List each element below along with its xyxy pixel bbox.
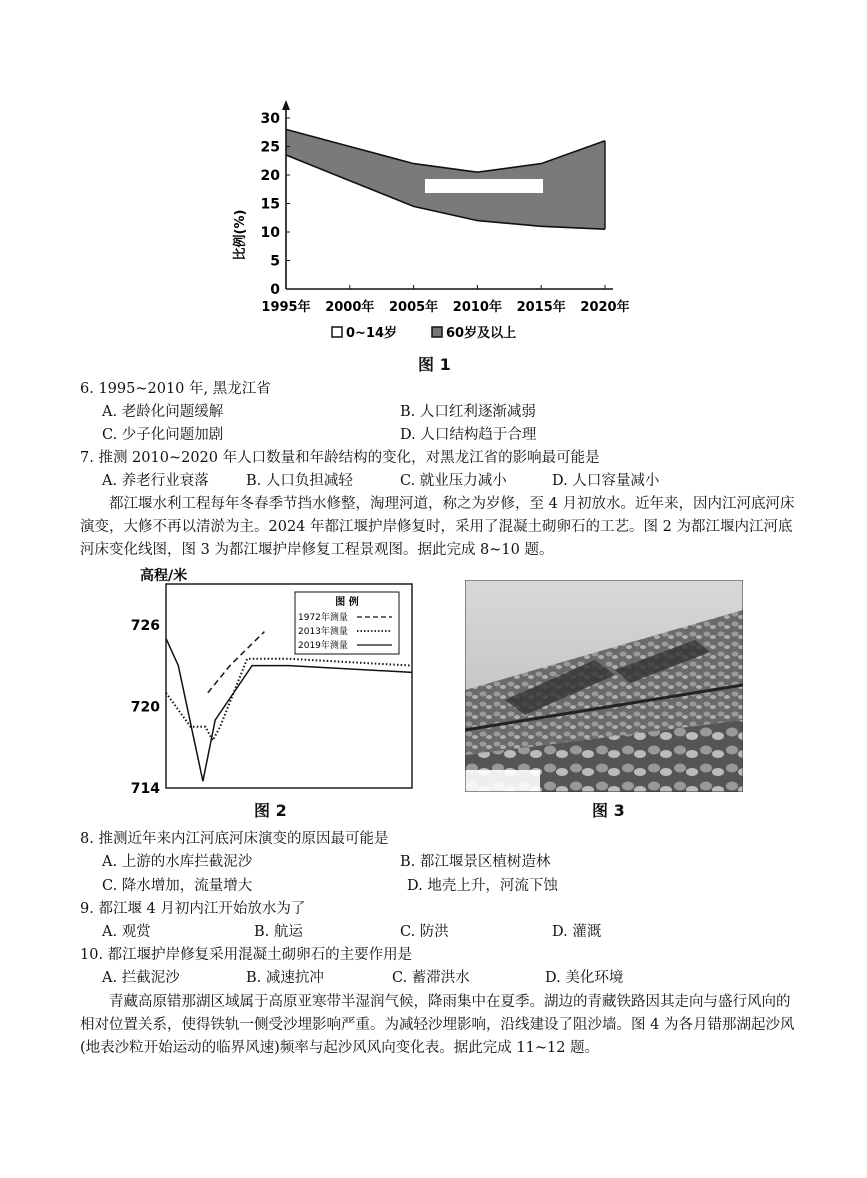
fig2-y-tick-label: 726: [130, 617, 160, 634]
legend-swatch-60plus: [432, 327, 442, 337]
fig2-y-tick-label: 720: [130, 699, 160, 716]
fig1-y-tick-label: 10: [260, 225, 280, 241]
figure-2-chart: [130, 562, 420, 822]
q8-option-a: A. 上游的水库拦截泥沙: [102, 854, 253, 870]
fig1-x-tick-label: 2005年: [389, 300, 439, 315]
q7-option-b: B. 人口负担减轻: [246, 473, 353, 489]
masked-label-block: [425, 179, 543, 193]
fig1-y-tick-label: 20: [260, 168, 280, 184]
q9-option-d: D. 灌溉: [552, 924, 602, 940]
q9-option-c: C. 防洪: [400, 924, 449, 940]
q6-stem: 6. 1995~2010 年, 黑龙江省: [80, 381, 271, 397]
dujiangyan-passage: 都江堰水利工程每年冬春季节挡水修整，淘理河道，称之为岁修，至 4 月初放水。近年来，因内江河底河床演变，大修不再以清淤为主。2024 年都江堰护岸修复时，采用了混凝土砌卵石的工艺。图 2 为都江堰内江河底河床变化线图，图 3 为都江堰护岸修复工程景观图。据此完成 8~10 题。: [80, 496, 795, 558]
q10-option-a: A. 拦截泥沙: [102, 970, 180, 986]
fig1-x-tick-label: 1995年: [261, 300, 311, 315]
legend-label-0-14: 0~14岁: [346, 326, 398, 341]
fig2-legend-label-2019: 2019年测量: [298, 641, 348, 651]
fig1-y-tick-label: 30: [260, 111, 280, 127]
embankment-photo-illustration: [465, 580, 743, 792]
figure-1-caption: 图 1: [418, 355, 451, 374]
figure-3-photo: [465, 580, 743, 792]
fig2-legend-label-1972: 1972年测量: [298, 613, 348, 623]
q6-option-d: D. 人口结构趋于合理: [400, 427, 537, 443]
q10-stem: 10. 都江堰护岸修复采用混凝土砌卵石的主要作用是: [80, 947, 413, 963]
fig2-legend-title: 图 例: [335, 597, 359, 608]
q10-option-c: C. 蓄滞洪水: [392, 970, 470, 986]
q6-option-a: A. 老龄化问题缓解: [102, 404, 224, 420]
fig1-x-tick-label: 2020年: [580, 300, 630, 315]
q6-option-c: C. 少子化问题加剧: [102, 427, 224, 443]
fig1-y-tick-label: 25: [260, 139, 280, 156]
fig1-x-tick-label: 2010年: [452, 300, 502, 315]
fig1-y-tick-label: 0: [270, 282, 280, 298]
fig1-x-tick-label: 2015年: [516, 300, 566, 315]
q7-option-c: C. 就业压力减小: [400, 473, 507, 489]
fig2-legend-label-2013: 2013年测量: [298, 627, 348, 637]
figure-1-chart: [200, 100, 660, 360]
q10-option-b: B. 减速抗冲: [246, 970, 324, 986]
fig1-y-tick-label: 15: [260, 196, 280, 213]
fig2-series-line-0: [208, 632, 265, 693]
q8-option-b: B. 都江堰景区植树造林: [400, 854, 551, 870]
q6-option-b: B. 人口红利逐渐减弱: [400, 404, 536, 420]
fig1-y-axis-arrow: [282, 100, 290, 110]
cuona-lake-passage: 青藏高原错那湖区域属于高原亚寒带半湿润气候，降雨集中在夏季。湖边的青藏铁路因其走向与盛行风向的相对位置关系，使得铁轨一侧受沙埋影响严重。为减轻沙埋影响，沿线建设了阻沙墙。图 4 为各月错那湖起沙风(地表沙粒开始运动的临界风速)频率与起沙风风向变化表。据此完成 11~12 题。: [80, 994, 795, 1056]
q8-option-c: C. 降水增加，流量增大: [102, 878, 253, 894]
fig2-y-axis-label: 高程/米: [140, 568, 188, 584]
q7-option-a: A. 养老行业衰落: [102, 473, 209, 489]
q9-option-a: A. 观赏: [102, 924, 151, 940]
fig2-series-line-2: [166, 638, 412, 781]
q8-option-d: D. 地壳上升，河流下蚀: [407, 878, 558, 894]
fig1-y-tick-label: 5: [270, 253, 280, 270]
figure-2-caption: 图 2: [254, 801, 287, 820]
figure-3-caption: 图 3: [592, 801, 625, 820]
legend-label-60plus: 60岁及以上: [446, 326, 517, 341]
q8-stem: 8. 推测近年来内江河底河床演变的原因最可能是: [80, 831, 389, 847]
fig1-y-axis-label: 比例(%): [233, 209, 248, 261]
q7-option-d: D. 人口容量减小: [552, 473, 660, 489]
legend-swatch-0-14: [332, 327, 342, 337]
q9-stem: 9. 都江堰 4 月初内江开始放水为了: [80, 901, 306, 917]
fig1-x-tick-label: 2000年: [325, 300, 375, 315]
fig2-y-tick-label: 714: [130, 781, 160, 797]
q10-option-d: D. 美化环境: [545, 970, 624, 986]
q9-option-b: B. 航运: [254, 924, 303, 940]
q7-stem: 7. 推测 2010~2020 年人口数量和年龄结构的变化，对黑龙江省的影响最可能是: [80, 450, 600, 466]
